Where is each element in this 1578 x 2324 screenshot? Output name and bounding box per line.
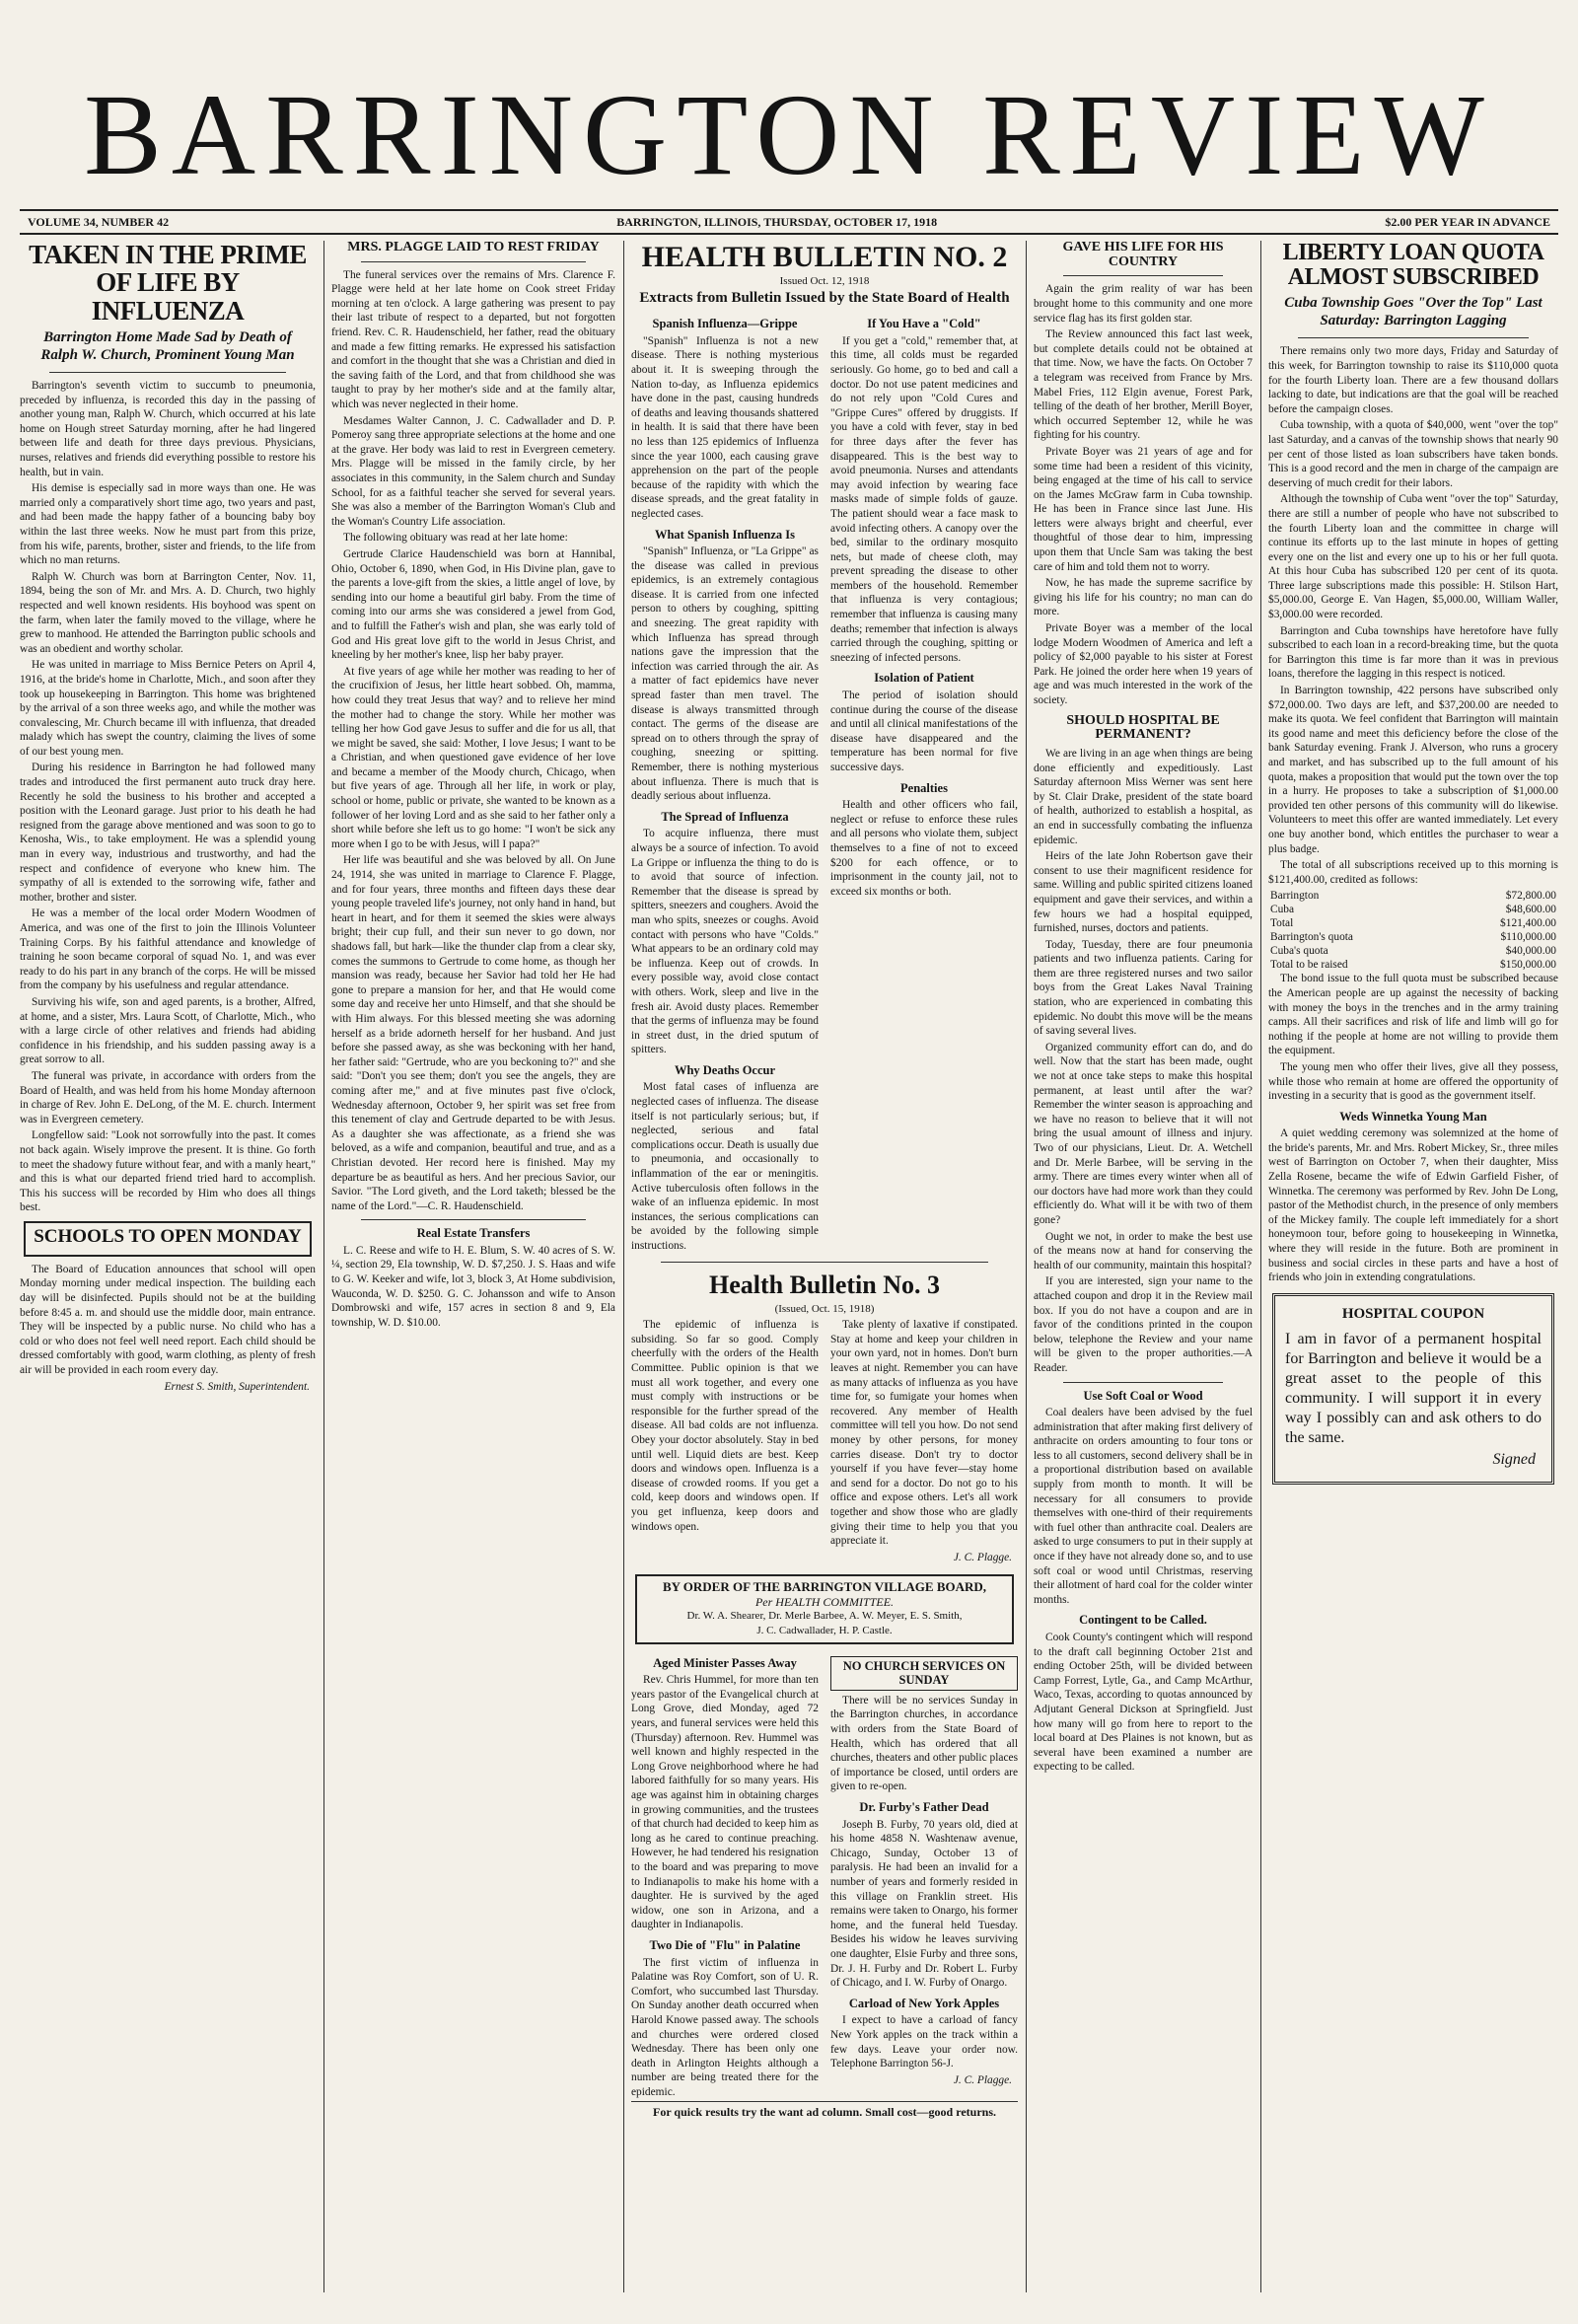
column-rule: [1026, 241, 1027, 2292]
bulletin-3-issued: (Issued, Oct. 15, 1918): [774, 1302, 875, 1315]
article-paragraph: Barrington's seventh victim to succumb to pneumonia, preceded by influenza, is recorded this day in the passing of another young man, Ralph W. Church, which occurred at his late home on Hough street Saturday morning, after he had lingered between life and death for three days previous. Physicians, nurses, relatives and friends did everything possible to restore his health, but in vain.: [20, 380, 316, 478]
article-paragraph: Longfellow said: "Look not sorrowfully into the past. It comes not back again. Wisely improve the present. It is thine. Go forth to meet the shadowy future without fear, and with a manly heart," and this is what our departed friend tried hard to accomplish. This his success will be recorded by Him who does all things best.: [20, 1129, 316, 1214]
divider: [1298, 337, 1529, 338]
article-paragraph: He was united in marriage to Miss Bernice Peters on April 4, 1916, at the bride's home in Charlotte, Mich., and soon after they took up housekeeping in Barrington. This home was brightened by the arrival of a son three weeks ago, and while the mother was convalescing, Mr. Church became ill with influenza, that dreaded malady which has swept the country, claiming the lives of some of our best young men.: [20, 659, 316, 758]
transfers-paragraph: L. C. Reese and wife to H. E. Blum, S. W. 40 acres of S. W. ¼, section 29, Ela township, W. D. $7,250. J. S. Haas and wife to G. W. Keeker and wife, lot 3, block 3, At Home subdivision, Wauconda, W. D. $250. G. C. Johansson and wife to Anson Dombrowski and wife, 157 acres in section 8 and 9, Ela township, W. D. $10.00.: [331, 1244, 615, 1329]
headline-gave-life: GAVE HIS LIFE FOR HIS COUNTRY: [1062, 241, 1224, 269]
coupon-text: I am in favor of a permanent hospital for Barrington and believe it would be a great asset to the people of this community. I will support it in every way I possibly can and ask others to do the same.: [1285, 1330, 1542, 1446]
subscriptions-table: [1268, 889, 1558, 972]
article-paragraph: He was a member of the local order Modern Woodmen of America, and was one of the first to join the Illinois Volunteer Training Corps. By his faithful attendance and knowledge of training he soon became corporal of squad No. 1, and was ever ready to do his part in any branch of the corps. He will be missed from the company by his usefulness and regular attendance.: [20, 908, 316, 992]
article-paragraph: I expect to have a carload of fancy New York apples on the track within a few days. Leave your order now. Telephone Barrington 56-J.: [830, 2014, 1018, 2070]
article-paragraph: Today, Tuesday, there are four pneumonia patients and two influenza patients. Caring for them are three registered nurses and two sailor boys from the Great Lakes Naval Training station, who are experienced in combating this epidemic. No doubt this move will be the means of saving several lives.: [1034, 938, 1253, 1038]
bulletin-paragraph: If you get a "cold," remember that, at this time, all colds must be regarded seriously. Go home, go to bed and call a doctor. Do not use patent medicines and do not rely upon "Cold Cures and "Grippe Cures" offered by druggists. If you have a cold with fever, stay in bed for three days after the fever has disappeared. This is the best way to avoid pneumonia. Nurses and attendants may avoid infection by wearing face masks made of simple folds of gauze. The patient should wear a face mask to avoid infecting others. A canopy over the bed, similar to the ordinary mosquito nets, but made of cheese cloth, may prevent spreading the disease to other members of the household. Remember that influenza is very contagious; remember that influenza is causing many deaths; remember that infection is always carried through the coughing, spitting or sneezing of infected persons.: [830, 334, 1018, 664]
committee-names: J. C. Cadwallader, H. P. Castle.: [756, 1625, 893, 1637]
lower-news: [631, 1650, 1018, 2102]
article-paragraph: There remains only two more days, Friday and Saturday of this week, for Barrington township to raise its $110,000 quota for the fourth Liberty loan. There are a few thousand dollars lacking to date, but indications are that the goal will be reached before the campaign closes.: [1268, 345, 1558, 415]
column-plagge-funeral: [331, 241, 615, 2292]
article-paragraph: Barrington and Cuba townships have heretofore have fully subscribed to each loan in a record-breaking time, but the quota for Barrington this time is far more than it was in previous loans, therefore the lagging in this respect is noticed.: [1268, 624, 1558, 681]
article-paragraph: During his residence in Barrington he had followed many trades and introduced the first permanent auto truck dray here. Recently he sold the business to his brother and accepted a position with the Leonard garage. Just prior to his death he had resigned from the garage above mentioned and was soon to go to Kenosha, Wis., to take employment. He was a splendid young man in every way, industrious and trustworthy, and had the respect and confidence of everyone who knew him. The sympathy of all is extended to the sorrowing wife, father and mother, brother and sister.: [20, 762, 316, 904]
divider: [661, 1262, 988, 1263]
bulletin-paragraph: "Spanish" Influenza is not a new disease. There is nothing mysterious about it. It is sweeping through the Nation to-day, as Influenza epidemics have done in the past, causing hundreds of deaths and leaving thousands shattered in health. It is said that there have been no less than 125 epidemics of Influenza since the year 1000, each causing grave apprehension on the part of the people because of the rapidity with which the disease spreads, and the great fatality in neglected cases.: [631, 334, 819, 520]
subhead-deaths: Why Deaths Occur: [674, 1062, 776, 1077]
article-paragraph: At five years of age while her mother was reading to her of the crucifixion of Jesus, her little heart sobbed. Oh, mamma, how could they treat Jesus that way? and to relieve her mind the mother had to change the story. While her mother was telling her how God gave Jesus to suffer and die for us all, that we might be saved, she said: Mother, I love Jesus; I want to be a Christian, and when questioned gave evidence of her love and became a member of the Moody church, Chicago, when but five years of age. Through all her life, in work or play, school or home, public or private, she wanted to be known as a follower of her loving Lord and as she said to her father only a short while before she left us to go home: "I won't be sick any more when I go to be with Jesus, will I papa?": [331, 665, 615, 850]
headline-bulletin-2: HEALTH BULLETIN NO. 2: [641, 241, 1008, 273]
headline-minister: Aged Minister Passes Away: [653, 1655, 797, 1670]
article-paragraph: The total of all subscriptions received up to this morning is $121,400.00, credited as follows:: [1268, 859, 1558, 886]
column-influenza-death: [20, 241, 316, 2292]
coupon-title: HOSPITAL COUPON: [1341, 1305, 1485, 1322]
column-liberty-loan: [1268, 241, 1558, 2292]
article-paragraph: A quiet wedding ceremony was solemnized at the home of the bride's parents, Mr. and Mrs. Robert Mickey, Sr., three miles west of Barrington on October 7, when their daughter, Miss Zella Rosene, became the wife of Edwin Garfield Fisher, of Winnetka. The ceremony was performed by Rev. John De Long, pastor of the Methodist church, in the presence of only members of the Mickey family. The couple left immediately for a short honeymoon tour, before going to housekeeping in Winnetka, where they will reside in the future. Both are prominent in business and social circles in these parts and have a host of friends who join in extending congratulations.: [1268, 1127, 1558, 1284]
article-paragraph: The bond issue to the full quota must be subscribed because the American people are up against the necessity of backing with money the boys in the trenches and in the army training camps. All their sacrifices and risk of life and limb will go for nothing if the people at home are not willing to provide them the equipment.: [1268, 973, 1558, 1057]
article-paragraph: The funeral was private, in accordance with orders from the Board of Health, and was held from his home Monday afternoon in charge of Rev. John E. DeLong, of the M. E. church. Interment was in Evergreen cemetery.: [20, 1069, 316, 1126]
article-paragraph: Her life was beautiful and she was beloved by all. On June 24, 1914, she was united in marriage to Clarence F. Plagge, and for four years, three months and fifteen days these dear young people traveled life's journey, not only hand in hand, but heart in heart, and for them it seemed the skies were always bright; their cup full, and their sun never to go down, nor shadows fall, but hark—like the thunder clap from a clear sky, comes the summons to Gertrude to come home, as though her mansion was ready, because her Savior had told her He had gone to prepare a mansion for her, and that He would come some day and receive her unto Himself, and that she should be with Him always. For this blessed meeting she was adorning herself as a bride adorneth herself for her husband. And just before she passed away, as she was beckoning with her hand, her father said: "Gertrude, who are you beckoning to?" and she said: "Don't you see them; don't you see the angels, they are coming after me," and at five minutes past five o'clock, Wednesday afternoon, October 9, her spirit was set free from this tenement of clay and Gertrude departed to be with Jesus. As a daughter she was affectionate, as a friend she was beloved, as a wife and companion, beautiful and true, and as a Christian devoted. Her record here is finished. May my departure be as beautiful as hers. And her precious Savior, our Savior. "The Lord giveth, and the Lord taketh; blessed be the name of the Lord."—C. R. Haudenschield.: [331, 854, 615, 1212]
deck-influenza-death: Barrington Home Made Sad by Death of Ralph W. Church, Prominent Young Man: [40, 329, 295, 364]
headline-furby: Dr. Furby's Father Dead: [859, 1800, 989, 1814]
village-board-order: [635, 1574, 1014, 1643]
headline-schools: SCHOOLS TO OPEN MONDAY: [34, 1225, 302, 1247]
newspaper-title: BARRINGTON REVIEW: [84, 70, 1494, 199]
subhead-spread: The Spread of Influenza: [661, 809, 789, 824]
headline-liberty-loan: LIBERTY LOAN QUOTA ALMOST SUBSCRIBED: [1282, 241, 1544, 291]
column-health-bulletin: [631, 241, 1018, 2292]
table-row: Cuba's quota $40,000.00: [1270, 945, 1556, 958]
hospital-coupon[interactable]: [1272, 1293, 1554, 1485]
bulletin-3-body: [631, 1318, 1018, 1568]
table-row: Barrington's quota $110,000.00: [1270, 931, 1556, 944]
article-paragraph: Again the grim reality of war has been brought home to this community and one more service flag has its first golden star.: [1034, 283, 1253, 325]
want-ad-line: For quick results try the want ad column. Small cost—good returns.: [631, 2101, 1018, 2120]
subhead-penalties: Penalties: [900, 780, 948, 795]
bulletin-2-issued: Issued Oct. 12, 1918: [779, 275, 870, 287]
article-paragraph: Rev. Chris Hummel, for more than ten years pastor of the Evangelical church at Long Grove, died Monday, aged 72 years, and funeral services were held this (Thursday) afternoon. Rev. Hummel was well known and highly respected in the Long Grove neighborhood where he had labored faithfully for so many years. His age was against him in obtaining charges in growing communities, and the trustees of that church had decided to keep him as long as he cared to continue preaching. However, he had tendered his resignation to the board and was preparing to move to Indianapolis to make his home with a daughter. He is survived by the aged widow, one son in Arizona, and a daughter in Indianapolis.: [631, 1674, 819, 1931]
article-paragraph: Although the township of Cuba went "over the top" Saturday, there are still a number of people who have not subscribed to the fourth Liberty loan and the committee in charge will continue its efforts up to the last minute in hopes of getting every one on the list and every one up to his or her full quota. At this hour Cuba has subscribed 120 per cent of its quota. Three large subscriptions made this possible: H. Stilson Hart, $5,000.00, George E. Van Hagen, $5,000.00, William Waller, $3,000.00 were recorded.: [1268, 493, 1558, 621]
bulletin-paragraph: Most fatal cases of influenza are neglected cases of influenza. The disease itself is not particularly serious; but, if neglected, serious and fatal complications occur. Death is usually due to pneumonia, and occasionally to inflammation of the ear or meningitis. Active tuberculosis often follows in the wake of an influenza epidemic. In most instances, the serious complications can be avoided by the following simple instructions.: [631, 1081, 819, 1252]
article-paragraph: Gertrude Clarice Haudenschield was born at Hannibal, Ohio, October 6, 1890, when God, in His Divine plan, gave to the parents a love-gift from the skies, a little angel of love, by sending into our home a beautiful girl baby. From the time of coming into our arms she was considered a jewel from God, and to fulfill the Father's wish and plan, she was early told of God and His great love gift to the world in Jesus Christ, and kneeling by her mother's knee, lisp her baby prayer.: [331, 547, 615, 662]
bulletin-paragraph: The period of isolation should continue during the course of the disease and until all clinical manifestations of the disease have disappeared and the temperature has been normal for five successive days.: [830, 690, 1018, 773]
subhead-cold: If You Have a "Cold": [867, 317, 981, 331]
article-paragraph: In Barrington township, 422 persons have subscribed only $72,000.00. Two days are left, and $37,200.00 are needed to make its quota. We feel confident that Barrington will maintain its good name and meet this deficiency before the close of the bank Saturday evening. Frank J. Alverson, who runs a grocery and market, and has subscribed up to the full amount of his quota, makes a proposition that would put the town over the top in a hurry. He proposes to take a subscription of $1,000.00 provided ten other persons of this community will do likewise. Volunteers to meet this offer are wanted immediately. Let every one buy another bond, which entitles the purchaser to wear a plus badge.: [1268, 685, 1558, 855]
article-paragraph: Joseph B. Furby, 70 years old, died at his home 4858 N. Washtenaw avenue, Chicago, Sunday, October 13 of paralysis. He had been an invalid for a number of years and formerly resided in this village on Franklin street. His remains were taken to Onargo, his former home, and the funeral held Tuesday. Besides his widow he leaves surviving one daughter, Elsie Furby and three sons, Dr. J. H. Furby and Dr. Robert L. Furby of Chicago, and I. W. Furby of Onargo.: [830, 1818, 1018, 1990]
article-paragraph: Private Boyer was a member of the local lodge Modern Woodmen of America and left a policy of $2,000 payable to his sister at Forest Park. He joined the order here when 19 years of age and was much interested in the work of the society.: [1034, 622, 1253, 706]
headline-bulletin-3: Health Bulletin No. 3: [708, 1270, 940, 1299]
headline-no-church: NO CHURCH SERVICES ON SUNDAY: [830, 1656, 1018, 1691]
headline-wedding: Weds Winnetka Young Man: [1339, 1109, 1487, 1124]
column-rule: [323, 241, 324, 2292]
bulletin-3-signature: J. C. Plagge.: [953, 1551, 1012, 1563]
subhead-spanish-influenza: Spanish Influenza—Grippe: [652, 317, 798, 331]
dateline: BARRINGTON, ILLINOIS, THURSDAY, OCTOBER 17, 1918: [616, 214, 938, 229]
bulletin-3-right: Take plenty of laxative if constipated. Stay at home and keep your children in your own yard, not in homes. Don't burn leaves at night. Remember you can have as many attacks of influenza as you have time for, so fumigate your homes when recovered. Any member of Health committee will tell you how. Do not send money by other persons, for money carries disease. Don't try to doctor yourself if you have fever—stay home and send for a doctor. Do not go to his office and expose others. Let's all work together and show those who are gladly giving their time to help you that you appreciate it.: [830, 1319, 1018, 1548]
masthead: [20, 61, 1558, 209]
article-paragraph: We are living in an age when things are being done efficiently and expeditiously. Last Saturday afternoon Miss Werner was sent here by St. Clair Drake, president of the state board of health, authorized to establish a hospital, as an end in successfully combating the influenza epidemic.: [1034, 747, 1253, 846]
bulletin-paragraph: To acquire influenza, there must always be a source of infection. To avoid La Grippe or influenza the thing to do is to avoid that source of infection. Remember that the disease is spread by spitters, sneezers and coughers. Avoid the man who spits, sneezes or coughs. Avoid contact with persons who have "Colds." What appears to be an ordinary cold may be influenza. Keep out of crowds. In every possible way, avoid close contact with others. Work, sleep and live in the fresh air. Avoid dusty places. Remember that the germs of influenza may be found in street dust, in the dried sputum of spitters.: [631, 828, 819, 1056]
article-paragraph: Surviving his wife, son and aged parents, is a brother, Alfred, at home, and a sister, Mrs. Laura Scott, of Charlotte, Mich., who with a large circle of other relatives and friends had abiding confidence in his friendship, and his sudden passing away is a great sorrow to all.: [20, 995, 316, 1066]
article-paragraph: The following obituary was read at her late home:: [343, 532, 568, 545]
apples-signature: J. C. Plagge.: [953, 2073, 1012, 2086]
column-rule: [1260, 241, 1261, 2292]
table-row: Cuba $48,600.00: [1270, 904, 1556, 916]
headline-palatine-flu: Two Die of "Flu" in Palatine: [649, 1937, 801, 1952]
article-paragraph: Coal dealers have been advised by the fuel administration that after making first delivery of anthracite on orders amounting to four tons or less to all customers, second delivery shall be in a proportional distribution based on available supply from month to month. It will be necessary for all consumers to provide themselves with one-third of their requirements with fuel other than anthracite coal. Dealers are asked to urge consumers to put in their supply at once if they have not already done so, and to use soft coal or wood until Christmas, reserving their allotment of hard coal for the colder winter months.: [1034, 1407, 1253, 1606]
column-rule: [623, 241, 624, 2292]
table-row: Total to be raised $150,000.00: [1270, 959, 1556, 972]
bulletin-paragraph: "Spanish" Influenza, or "La Grippe" as the disease was called in previous epidemics, is an extremely contagious disease. It is carried from one infected person to others by coughing, spitting and sneezing. The great rapidity with which Influenza has spread through nations gave the impression that the infection was carried through the air. As a matter of fact epidemics have never spread faster than men travel. The disease is always transmitted through contact. The germs of the disease are spread on to others through the spray of coughing, sneezing or spitting. Remember, there is nothing mysterious about influenza. There is much that is deadly serious about influenza.: [631, 545, 819, 803]
order-line: BY ORDER OF THE BARRINGTON VILLAGE BOARD,: [662, 1579, 987, 1595]
divider: [1063, 1382, 1223, 1383]
divider: [361, 1219, 586, 1220]
headline-influenza-death: TAKEN IN THE PRIME OF LIFE BY INFLUENZA: [29, 241, 307, 326]
article-paragraph: His demise is especially sad in more ways than one. He was married only a comparatively short time ago, two years and past, and had been made the happy father of a bouncing baby boy within the last three weeks. Now he must part from this prize, from his wife, parents, brother, sister and friends, to the life from which no man returns.: [20, 482, 316, 567]
article-paragraph: The young men who offer their lives, give all they possess, while those who remain at home are offered the opportunity of investing in a security that is good as the government itself.: [1268, 1060, 1558, 1103]
bulletin-2-subhead: Extracts from Bulletin Issued by the State Board of Health: [639, 289, 1010, 306]
article-paragraph: Mesdames Walter Cannon, J. C. Cadwallader and D. P. Pomeroy sang three appropriate selections at the home and one at the grave. Her body was laid to rest in Evergreen cemetery. Mrs. Plagge will be missed in the family circle, by her associates in this community, in the Salem church and Sunday School, for as a faithful teacher she served for several years. She was also a member of the Barrington Woman's Club and the Woman's Country Life association.: [331, 414, 615, 528]
headline-coal: Use Soft Coal or Wood: [1083, 1388, 1203, 1403]
deck-liberty-loan: Cuba Township Goes "Over the Top" Last Saturday: Barrington Lagging: [1284, 295, 1542, 329]
table-row: Total $121,400.00: [1270, 917, 1556, 930]
article-paragraph: The first victim of influenza in Palatine was Roy Comfort, son of U. R. Comfort, who succumbed last Thursday. On Sunday another death occurred when Harold Knowe passed away. The schools and churches were ordered closed Wednesday. There has been only one death in Arlington Heights although a number are being treated there for the epidemic.: [631, 1956, 819, 2098]
schools-paragraph: The Board of Education announces that school will open Monday morning under medical inspection. The building each day will be disinfected. Pupils should not be at the building before 8:45 a. m. and should use the middle door, main entrance. They will be inspected by a public nurse. No child who has a cold or who does not feel well need report. Each child should be dressed comfortably with good, warm clothing, as plenty of fresh air will be provided in each room every day.: [20, 1263, 316, 1376]
article-paragraph: Now, he has made the supreme sacrifice by giving his life for his country; no man can do more.: [1034, 577, 1253, 618]
subhead-isolation: Isolation of Patient: [874, 671, 974, 686]
schools-signature: Ernest S. Smith, Superintendent.: [164, 1380, 310, 1393]
article-paragraph: Organized community effort can do, and do well. Now that the start has been made, ought we not at once take steps to make this hospital permanent, at least until after the war? Remember the winter season is approaching and we have no reason to believe that it will not bring the usual amount of illness and injury. Two of our physicians, Lieut. Dr. A. Wetchell and Dr. Merle Barbee, will be serving in the army. There are times every winter when all of our doctors have had more work than they could efficiently do. What will it be with two of them gone?: [1034, 1041, 1253, 1226]
coupon-signed: Signed: [1492, 1450, 1536, 1468]
headline-transfers: Real Estate Transfers: [416, 1226, 531, 1241]
headline-contingent: Contingent to be Called.: [1079, 1613, 1207, 1628]
divider: [361, 261, 586, 262]
subscription-price: $2.00 PER YEAR IN ADVANCE: [1385, 214, 1550, 229]
article-paragraph: Heirs of the late John Robertson gave their consent to use their magnificent residence for same. Willing and public spirited citizens loaned equipment and gave their services, and within a few hours we had a hospital equipped, furnished, nurses, doctors and patients.: [1034, 850, 1253, 935]
bulletin-2-body: [631, 311, 1018, 1255]
article-paragraph: If you are interested, sign your name to the attached coupon and drop it in the Review mail box. If you do not have a coupon and are in favor of the conditions printed in the coupon below, telephone the Review and your name will be given to the proper authorities.—A Reader.: [1034, 1275, 1253, 1374]
headline-plagge: MRS. PLAGGE LAID TO REST FRIDAY: [347, 241, 600, 254]
divider: [49, 372, 286, 373]
headline-hospital: SHOULD HOSPITAL BE PERMANENT?: [1066, 712, 1220, 743]
committee-line: Per HEALTH COMMITTEE.: [754, 1594, 895, 1609]
bulletin-paragraph: Health and other officers who fail, neglect or refuse to enforce these rules and all persons who violate them, subject themselves to a fine of not to exceed $200 for each offence, or to imprisonment in the county jail, not to exceed six months or both.: [830, 799, 1018, 898]
headline-apples: Carload of New York Apples: [848, 1996, 1000, 2010]
bulletin-right-column: [830, 311, 1018, 1255]
table-row: Barrington $72,800.00: [1270, 890, 1556, 903]
subhead-what-is: What Spanish Influenza Is: [654, 527, 796, 542]
folio-line: [20, 209, 1558, 235]
newspaper-page: [20, 12, 1558, 2300]
bulletin-left-column: [631, 311, 819, 1255]
bulletin-3-left: The epidemic of influenza is subsiding. So far so good. Comply cheerfully with the orders of the Health Committee. Public opinion is that we must all work together, and every one must comply with instructions or be responsible for the further spread of the disease. All bad colds are not influenza. Obey your doctor absolutely. Stay in bed until well. Liquid diets are best. Keep doors and windows open. Influenza is a disease of crowded rooms. If you get a cold, keep doors and windows open. If you get influenza, keep doors and windows open.: [631, 1319, 819, 1533]
column-country-hospital: [1034, 241, 1253, 2292]
article-paragraph: Ought we not, in order to make the best use of the means now at hand for conserving the health of our community, maintain this hospital?: [1034, 1230, 1253, 1271]
article-paragraph: Cuba township, with a quota of $40,000, went "over the top" last Saturday, and a canvas of the township shows that nearly 90 per cent of those listed as loan subscribers have taken bonds. This is a good record and the men in charge of the campaign are deserving of much credit for their labors.: [1268, 419, 1558, 489]
article-paragraph: Cook County's contingent which will respond to the draft call beginning October 21st and ending October 25th, will be divided between Camp Forrest, Lytle, Ga., and Camp McArthur, Waco, Texas, according to quotas announced by Adjutant General Dickson at Springfield. Just how many will go from here to report to the local board at Des Plaines is not known, but as several have been examined a number are expecting to be called.: [1034, 1632, 1253, 1774]
article-paragraph: The funeral services over the remains of Mrs. Clarence F. Plagge were held at her late home on Cook street Friday morning at ten o'clock. A large gathering was present to pay their last tribute of respect to a departed, but not forgotten friend. Rev. C. R. Haudenschield, her father, read the obituary and made a few fitting remarks. He expressed his satisfaction and comfort in the thought that she was a Christian and died in the saving faith of the Lord, and that from childhood she was taught to pray by her mother's side and at the family altar, which was never neglected in their home.: [331, 268, 615, 411]
article-paragraph: Ralph W. Church was born at Barrington Center, Nov. 11, 1894, being the son of Mr. and Mrs. A. D. Church, two highly respected and well known residents. His boyhood was spent on the farm, when later the family moved to the village, where he grew to manhood. He attended the Barrington public schools and was an obedient and worthy scholar.: [20, 570, 316, 655]
committee-names: Dr. W. A. Shearer, Dr. Merle Barbee, A. W. Meyer, E. S. Smith,: [686, 1610, 963, 1623]
divider: [1063, 275, 1223, 276]
article-paragraph: The Review announced this fact last week, but complete details could not be obtained at that time. Now, we have the facts. On October 7 a telegram was received from France by Mrs. Mabel Fries, 112 Elgin avenue, Forest Park, telling of the death of her brother, Merill Boyer, which occurred September 12, while he was fighting for his country.: [1034, 328, 1253, 442]
article-paragraph: There will be no services Sunday in the Barrington churches, in accordance with orders from the State Board of Health, which has ordered that all churches, theaters and other public places of importance be closed, until orders are given to re-open.: [830, 1694, 1018, 1793]
volume-number: VOLUME 34, NUMBER 42: [28, 214, 170, 229]
article-paragraph: Private Boyer was 21 years of age and for some time had been a resident of this vicinity, being engaged at the time of his call to service on the James McGraw farm in Cuba township. He has been in France since last June. His letters were always bright and cheerful, ever thoughtful of those dear to him, impressing upon them that Uncle Sam was taking the best care of him and told them not to worry.: [1034, 445, 1253, 573]
schools-box: [24, 1221, 312, 1257]
